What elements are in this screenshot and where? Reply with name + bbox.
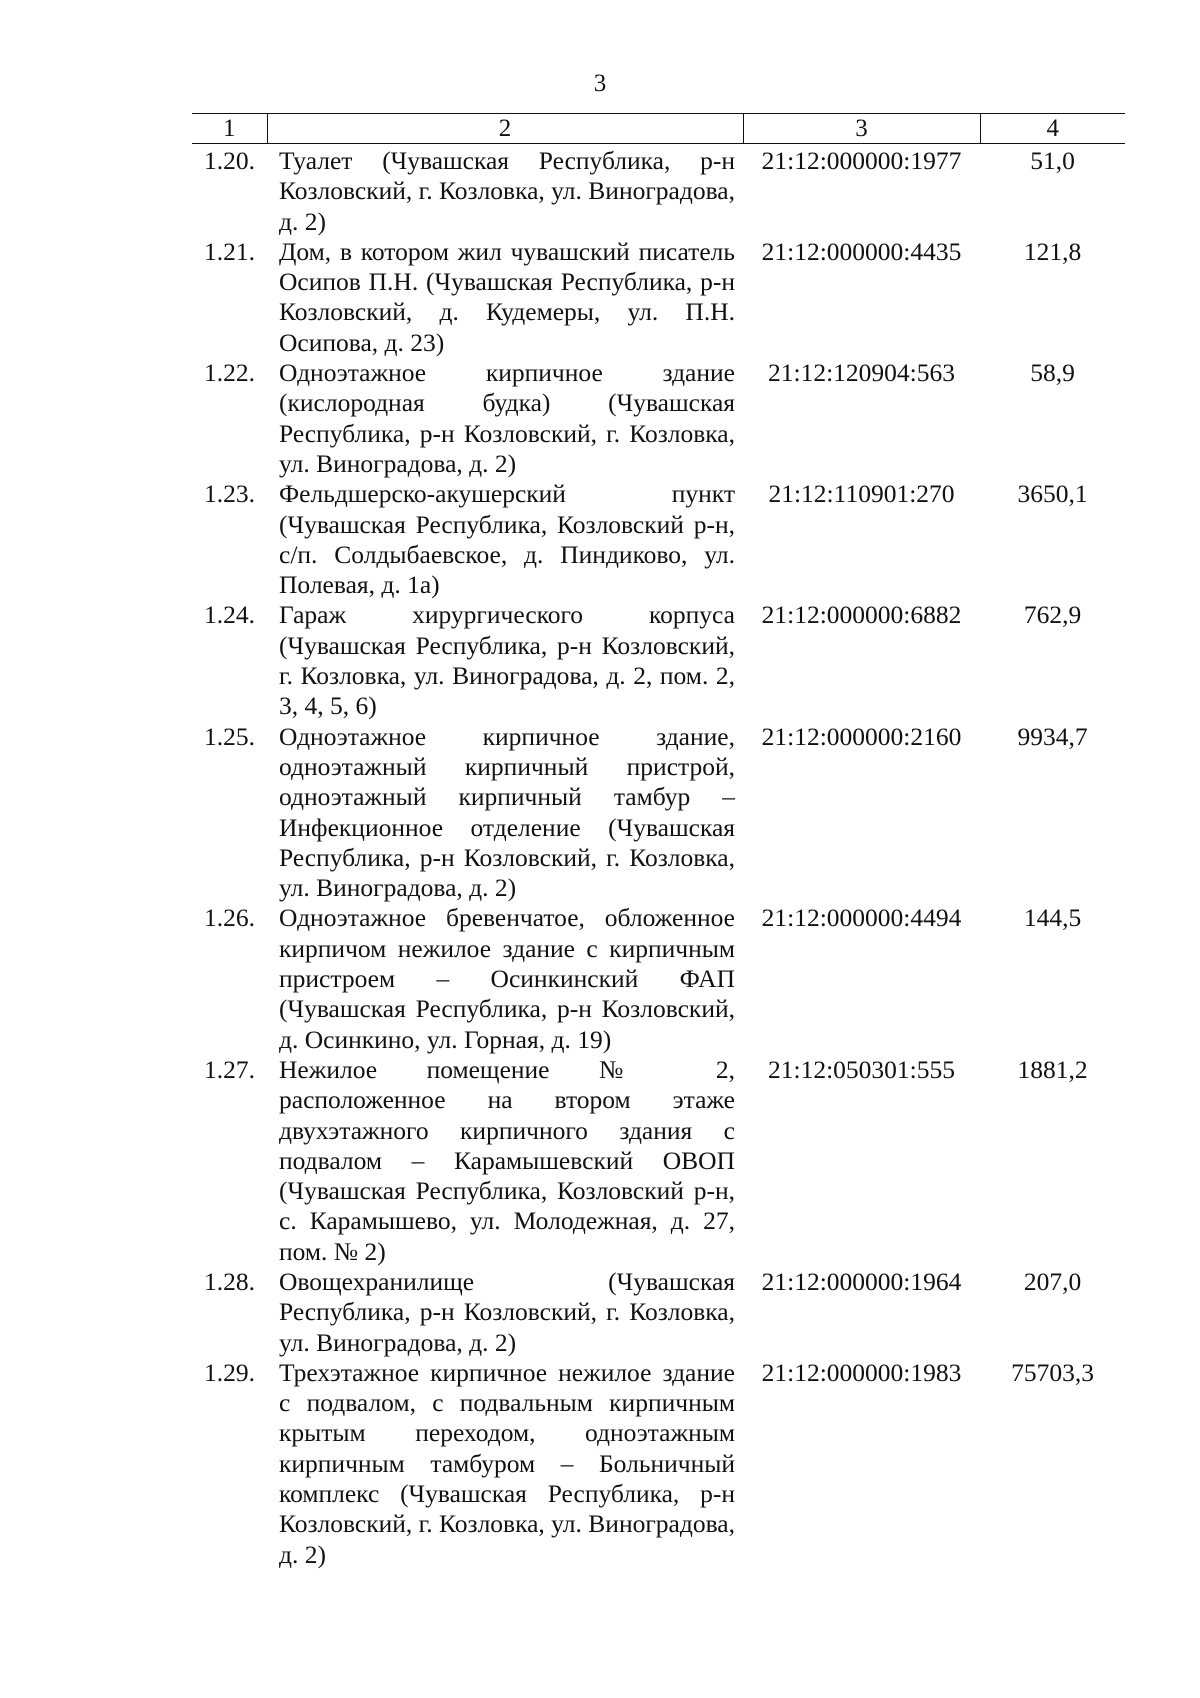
- object-area: 51,0: [1030, 146, 1075, 175]
- row-number: 1.23.: [204, 479, 255, 509]
- object-area: 58,9: [1030, 358, 1075, 388]
- cadastral-number: 21:12:000000:1983: [761, 1357, 962, 1387]
- object-area: 75703,3: [1011, 1357, 1094, 1387]
- object-name: Гараж хирургического корпуса (Чувашская Республика, р-н Козловский, г. Козловка, ул. Виноградова, д. 2, пом. 2, 3, 4, 5, 6): [279, 600, 735, 721]
- object-name: Одноэтажное кирпичное здание, одноэтажный кирпичный пристрой, одноэтажный кирпичный тамбур – Инфекционное отделение (Чувашская Республика, р-н Козловский, г. Козловка, ул. Виноградова, д. 2): [279, 721, 735, 903]
- table-row: [192, 358, 1125, 479]
- object-name: Туалет (Чувашская Республика, р-н Козловский, г. Козловка, ул. Виноградова, д. 2): [279, 146, 735, 236]
- table-row: [192, 600, 1125, 721]
- row-number: 1.22.: [204, 358, 255, 388]
- object-area: 3650,1: [1017, 479, 1088, 509]
- row-number: 1.29.: [204, 1357, 255, 1387]
- row-number: 1.27.: [204, 1054, 255, 1084]
- cadastral-number: 21:12:050301:555: [767, 1054, 955, 1084]
- table-row: [192, 722, 1125, 904]
- object-name: Одноэтажное бревенчатое, обложенное кирпичом нежилое здание с кирпичным пристроем – Осинкинский ФАП (Чувашская Республика, р-н Козловский, д. Осинкино, ул. Горная, д. 19): [279, 903, 735, 1054]
- object-area: 121,8: [1023, 236, 1082, 266]
- column-header-4: 4: [980, 114, 1125, 144]
- table-row: [192, 903, 1125, 1054]
- cadastral-number: 21:12:000000:4435: [761, 236, 962, 266]
- cadastral-number: 21:12:120904:563: [767, 358, 955, 388]
- object-name: Овощехранилище (Чувашская Республика, р-н Козловский, г. Козловка, ул. Виноградова, д. 2): [279, 1266, 735, 1357]
- object-area: 762,9: [1023, 600, 1082, 630]
- row-number: 1.24.: [204, 600, 255, 630]
- row-number: 1.21.: [204, 236, 255, 266]
- object-name: Трехэтажное кирпичное нежилое здание с подвалом, с подвальным кирпичным крытым переходом, одноэтажным кирпичным тамбуром – Больничный комплекс (Чувашская Республика, р-н Козловский, г. Козловка, ул. Виноградова, д. 2): [279, 1357, 735, 1569]
- property-table: [192, 113, 1125, 1570]
- object-name: Нежилое помещение № 2, расположенное на втором этаже двухэтажного кирпичного здания с подвалом – Карамышевский ОВОП (Чувашская Республика, Козловский р-н, с. Карамышево, ул. Молодежная, д. 27, пом. № 2): [279, 1054, 735, 1266]
- cadastral-number: 21:12:110901:270: [768, 479, 955, 509]
- table-row: [192, 1055, 1125, 1267]
- table-header: [192, 114, 1125, 144]
- object-name: Одноэтажное кирпичное здание (кислородная будка) (Чувашская Республика, р-н Козловский, г. Козловка, ул. Виноградова, д. 2): [279, 358, 735, 478]
- cadastral-number: 21:12:000000:1977: [761, 146, 962, 175]
- table-row: [192, 144, 1125, 237]
- cadastral-number: 21:12:000000:1964: [761, 1266, 962, 1296]
- table-body: [192, 144, 1125, 1570]
- row-number: 1.25.: [204, 721, 255, 751]
- cadastral-number: 21:12:000000:2160: [761, 721, 962, 751]
- row-number: 1.28.: [204, 1266, 255, 1296]
- row-number: 1.20.: [204, 146, 255, 175]
- table-row: [192, 1267, 1125, 1358]
- object-name: Фельдшерско-акушерский пункт (Чувашская Республика, Козловский р-н, с/п. Солдыбаевское, д. Пиндиково, ул. Полевая, д. 1а): [279, 479, 735, 600]
- row-number: 1.26.: [204, 903, 255, 933]
- object-area: 144,5: [1023, 903, 1082, 933]
- cadastral-number: 21:12:000000:4494: [761, 903, 962, 933]
- cadastral-number: 21:12:000000:6882: [761, 600, 962, 630]
- column-header-1: 1: [192, 114, 267, 144]
- column-header-2: 2: [267, 114, 743, 144]
- table-row: [192, 479, 1125, 600]
- column-header-3: 3: [743, 114, 980, 144]
- page-number: 3: [593, 70, 607, 97]
- table-row: [192, 237, 1125, 358]
- object-area: 207,0: [1023, 1266, 1082, 1296]
- object-area: 1881,2: [1017, 1054, 1088, 1084]
- object-area: 9934,7: [1017, 721, 1088, 751]
- table-row: [192, 1358, 1125, 1570]
- object-name: Дом, в котором жил чувашский писатель Осипов П.Н. (Чувашская Республика, р-н Козловский, д. Кудемеры, ул. П.Н. Осипова, д. 23): [279, 236, 735, 357]
